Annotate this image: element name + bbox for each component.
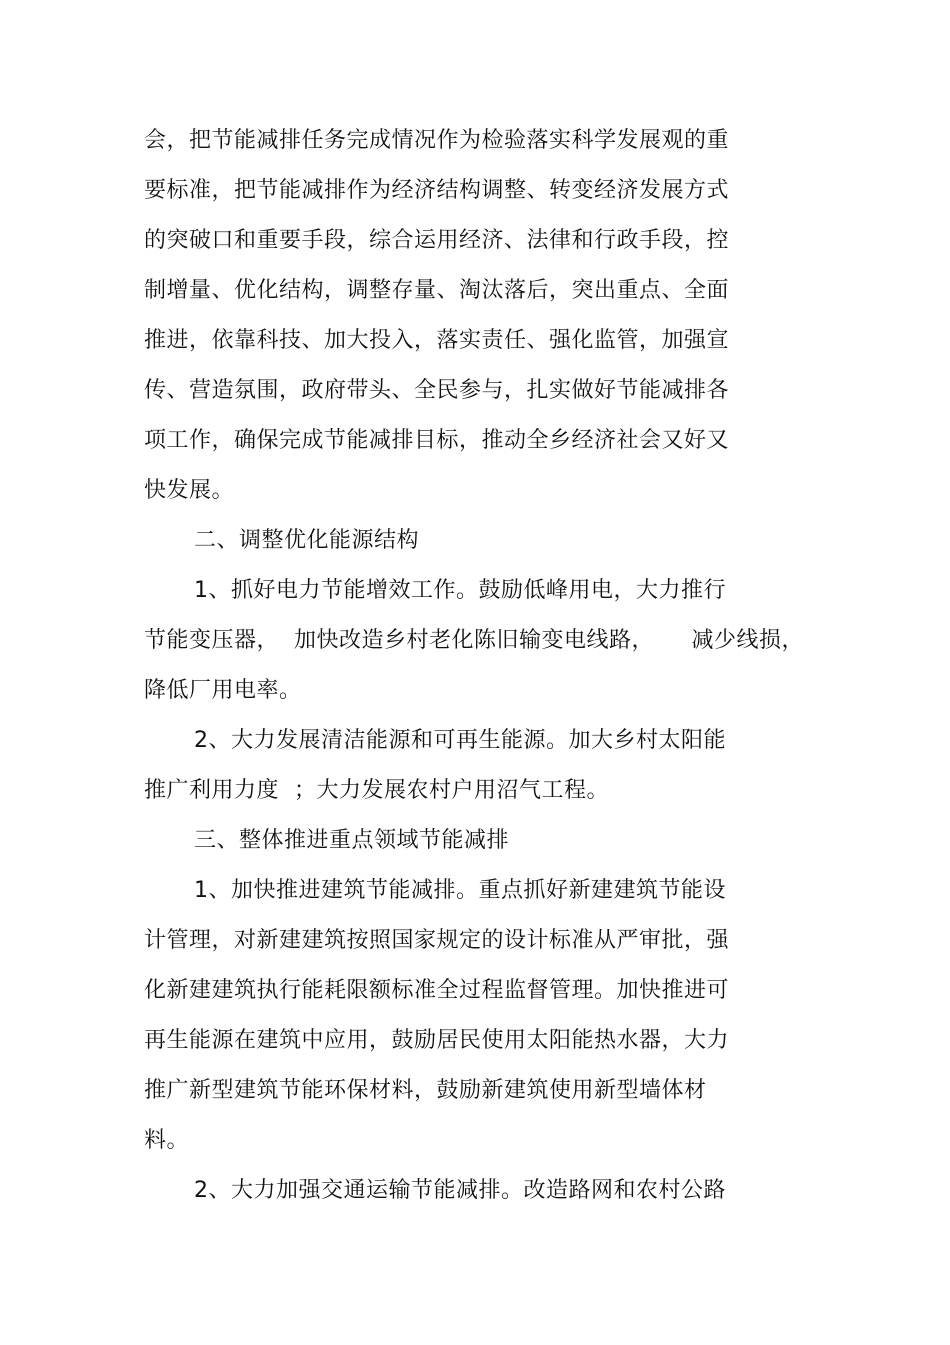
text-line: 快发展。 xyxy=(144,478,235,503)
text-line: 项工作，确保完成节能减排目标，推动全乡经济社会又好又 xyxy=(144,428,730,453)
text-line: 再生能源在建筑中应用，鼓励居民使用太阳能热水器，大力 xyxy=(144,1028,730,1053)
paragraph-start: 2、大力加强交通运输节能减排。改造路网和农村公路 xyxy=(194,1178,726,1203)
text-line: 推广利用力度 ；大力发展农村户用沼气工程。 xyxy=(144,778,609,803)
text-line: 节能变压器， 加快改造乡村老化陈旧输变电线路， 减少线损， xyxy=(144,628,804,653)
text-line: 制增量、优化结构，调整存量、淘汰落后，突出重点、全面 xyxy=(144,278,730,303)
paragraph-start: 1、抓好电力节能增效工作。鼓励低峰用电，大力推行 xyxy=(194,578,726,603)
section-heading: 二、调整优化能源结构 xyxy=(194,528,420,553)
text-line: 料。 xyxy=(144,1128,190,1153)
text-line: 推进，依靠科技、加大投入，落实责任、强化监管，加强宣 xyxy=(144,328,730,353)
text-line: 会，把节能减排任务完成情况作为检验落实科学发展观的重 xyxy=(144,128,730,153)
text-line: 要标准，把节能减排作为经济结构调整、转变经济发展方式 xyxy=(144,178,730,203)
section-heading: 三、整体推进重点领域节能减排 xyxy=(194,828,510,853)
text-line: 化新建建筑执行能耗限额标准全过程监督管理。加快推进可 xyxy=(144,978,730,1003)
text-line: 传、营造氛围，政府带头、全民参与，扎实做好节能减排各 xyxy=(144,378,730,403)
text-line: 降低厂用电率。 xyxy=(144,678,302,703)
paragraph-start: 2、大力发展清洁能源和可再生能源。加大乡村太阳能 xyxy=(194,728,726,753)
text-line: 推广新型建筑节能环保材料，鼓励新建筑使用新型墙体材 xyxy=(144,1078,707,1103)
paragraph-start: 1、加快推进建筑节能减排。重点抓好新建建筑节能设 xyxy=(194,878,726,903)
text-line: 的突破口和重要手段，综合运用经济、法律和行政手段，控 xyxy=(144,228,730,253)
text-line: 计管理，对新建建筑按照国家规定的设计标准从严审批，强 xyxy=(144,928,730,953)
